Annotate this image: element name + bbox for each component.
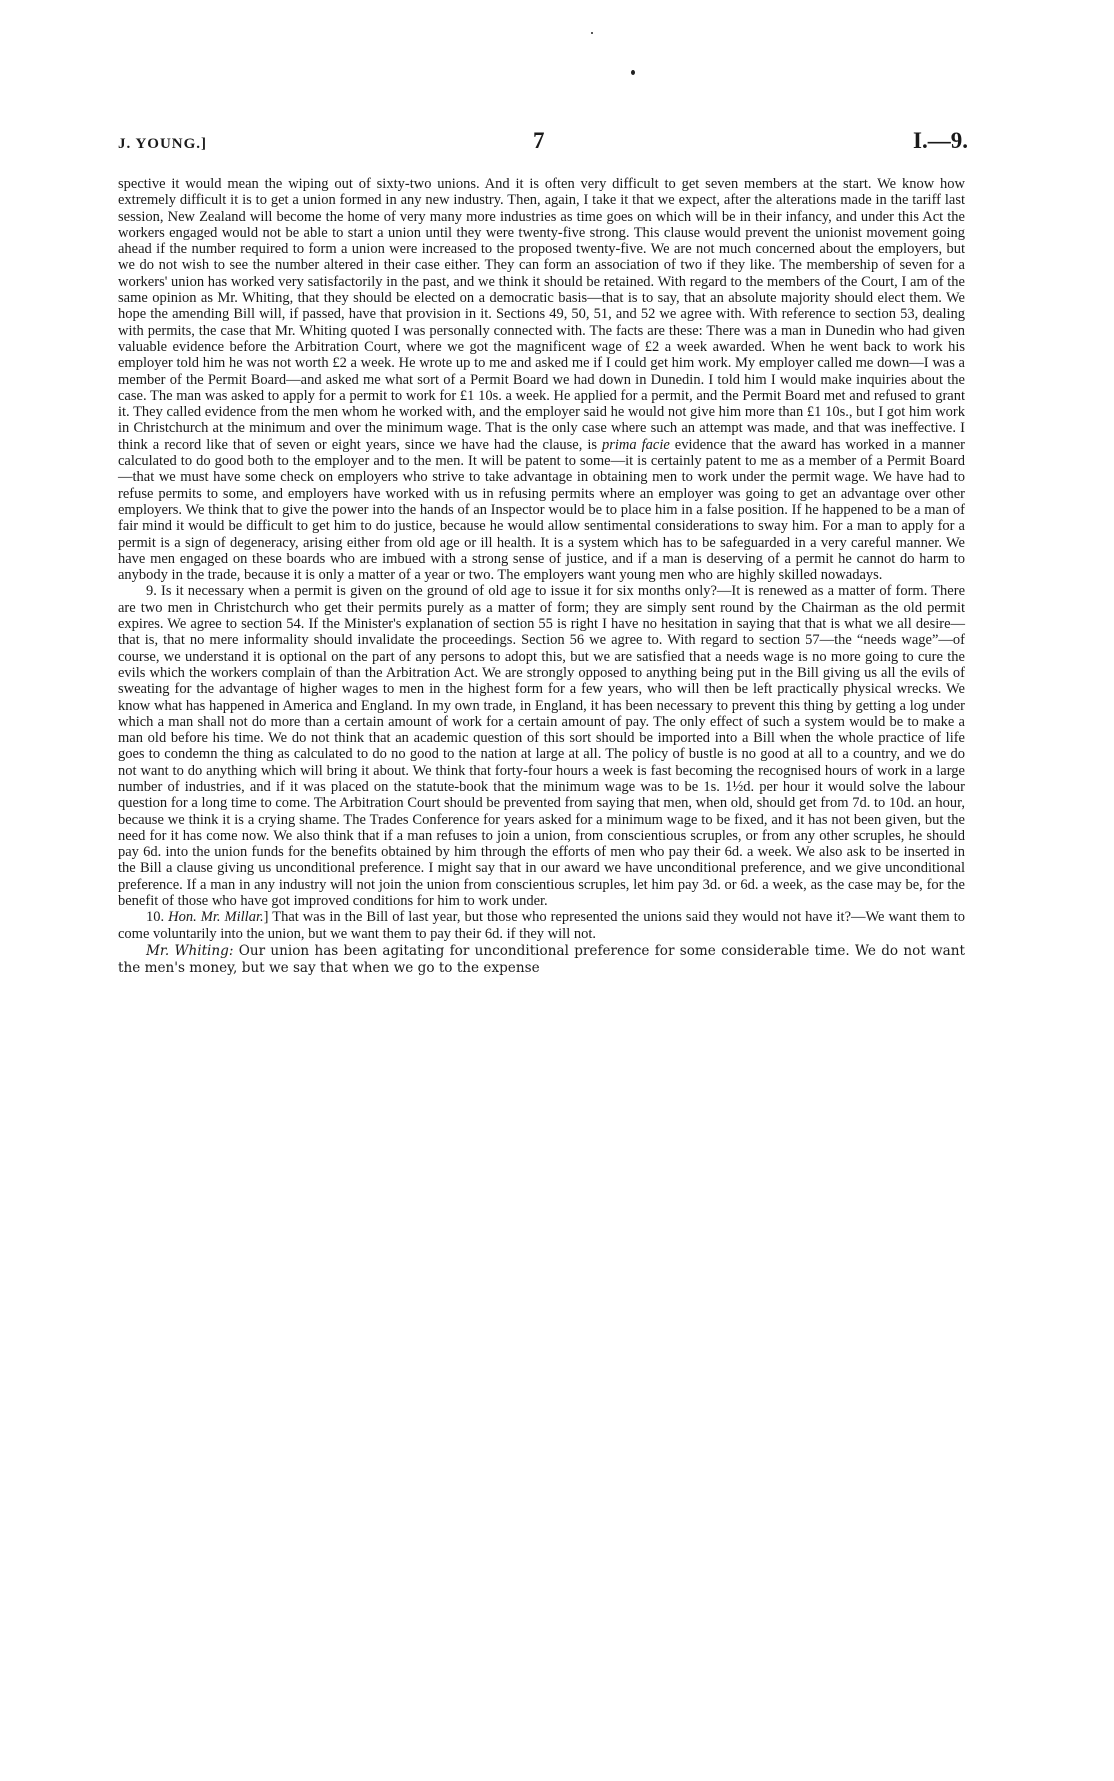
prima-facie-term: prima facie (601, 436, 670, 453)
page-number: 7 (533, 128, 545, 153)
paragraph-question-10 (118, 909, 965, 942)
paragraph-1 (118, 176, 965, 583)
page-speck (631, 70, 635, 75)
document-reference: I.—9. (913, 128, 968, 153)
page-speck (591, 32, 593, 34)
paragraph-question-9: 9. Is it necessary when a permit is given on the ground of old age to issue it for six months only?—It is renewed as a matter of form. There are two men in Christchurch who get their permits purely as a matter of form; they are simply sent round by the Chairman as the old permit expires. We agree to section 54. If the Minister's explanation of section 55 is right I have no hesitation in saying that that is what we all desire—that is, that no mere informality should invalidate the proceedings. Section 56 we agree to. With regard to section 57—the “needs wage”—of course, we understand it is optional on the part of any persons to adopt this, but we are satisfied that a needs wage is no more going to cure the evils which the workers complain of than the Arbitration Act. We are strongly opposed to anything being put in the Bill giving us all the evils of sweating for the advantage of higher wages to men in the highest form for a few years, who will then be left practically physical wrecks. We know what has happened in America and England. In my own trade, in England, it has been necessary to prevent this thing by getting a log under which a man shall not do more than a certain amount of work for a certain amount of pay. The only effect of such a system would be to make a man old before his time. We do not think that an academic question of this sort should be imported into a Bill when the whole practice of life goes to condemn the thing as calculated to do no good to the nation at large at all. The policy of bustle is no good at all to a country, and we do not want to do anything which will bring it about. We think that forty-four hours a week is fast becoming the recognised hours of work in a large number of industries, and if it was placed on the statute-book that the minimum wage was to be 1s. 1½d. per hour it would solve the labour question for a long time to come. The Arbitration Court should be prevented from saying that men, when old, should get from 7d. to 10d. an hour, because we think it is a crying shame. The Trades Conference for years asked for a minimum wage to be fixed, and it has not been given, but the need for it has come now. We also think that if a man refuses to join a union, from conscientious scruples, or from any other scruples, he should pay 6d. into the union funds for the benefits obtained by him through the efforts of men who pay their 6d. a week. We also ask to be inserted in the Bill a clause giving us unconditional preference. I might say that in our award we have unconditional preference, and we give unconditional preference. If a man in any industry will not join the union from conscientious scruples, let him pay 3d. or 6d. a week, as the case may be, for the benefit of those who have got improved conditions for him to work under. (118, 583, 965, 910)
question-10-speaker: Hon. Mr. Millar. (168, 909, 264, 926)
whiting-text: Our union has been agitating for unconditional preference for some considerable time. We do not want the men's money, but we say that when we go to the expense (118, 942, 965, 976)
body-text (118, 176, 965, 977)
page-header (118, 124, 968, 164)
question-10-number: 10. (146, 909, 169, 926)
paragraph-whiting (118, 943, 965, 977)
question-10-text: ] That was in the Bill of last year, but those who represented the unions said they would not have it?—We want them to come voluntarily into the union, but we want them to pay their 6d. if they will not. (118, 909, 965, 942)
paragraph-1-text-b: evidence that the award has worked in a manner calculated to do good both to the employer and to the men. It will be patent to some—it is certainly patent to me as a member of a Permit Board—that we must have some check on employers who strive to take advantage in obtaining men to work under the permit wage. We have had to refuse permits to some, and employers have worked with us in refusing permits where an employer was going to get an advantage over other employers. We think that to give the power into the hands of an Inspector would be to place him in a false position. If he happened to be a man of fair mind it would be difficult to get him to do justice, because he would allow sentimental considerations to sway him. For a man to apply for a permit is a sign of degeneracy, arising either from old age or ill health. It is a system which has to be safeguarded in a very careful manner. We have men engaged on these boards who are imbued with a strong sense of justice, and if a man is deserving of a permit he cannot do harm to anybody in the trade, because it is only a matter of a year or two. The employers want young men who are highly skilled nowadays. (118, 436, 965, 584)
whiting-speaker: Mr. Whiting: (146, 942, 234, 959)
speaker-header: J. YOUNG.] (118, 136, 208, 152)
paragraph-1-text-a: spective it would mean the wiping out of sixty-two unions. And it is often very difficult to get seven members at the start. We know how extremely difficult it is to get a union formed in any new industry. Then, again, I take it that we expect, after the alterations made in the tariff last session, New Zealand will become the home of very many more industries as time goes on which will be in their infancy, and under this Act the workers engaged would not be able to start a union until they were twenty-five strong. This clause would prevent the unionist movement going ahead if the number required to form a union were increased to the proposed twenty-five. We are not much concerned about the employers, but we do not wish to see the number altered in their case either. They can form an association of two if they like. The membership of seven for a workers' union has worked very satisfactorily in the past, and we think it should be retained. With regard to the members of the Court, I am of the same opinion as Mr. Whiting, that they should be elected on a democratic basis—that is to say, that an absolute majority should elect them. We hope the amending Bill will, if passed, have that provision in it. Sections 49, 50, 51, and 52 we agree with. With reference to section 53, dealing with permits, the case that Mr. Whiting quoted I was personally connected with. The facts are these: There was a man in Dunedin who had given valuable evidence before the Arbitration Court, where we got the magnificent wage of £2 a week awarded. When he went back to work his employer told him he was not worth £2 a week. He wrote up to me and asked me if I could get him work. My employer called me down—I was a member of the Permit Board—and asked me what sort of a Permit Board we had down in Dunedin. I told him I would make inquiries about the case. The man was asked to apply for a permit to work for £1 10s. a week. He applied for a permit, and the Permit Board met and refused to grant it. They called evidence from the men whom he worked with, and the employer said he would not give him more than £1 10s., but I got him work in Christchurch at the minimum and over the minimum wage. That is the only case where such an attempt was made, and that was ineffective. I think a record like that of seven or eight years, since we have had the clause, is (118, 176, 965, 453)
